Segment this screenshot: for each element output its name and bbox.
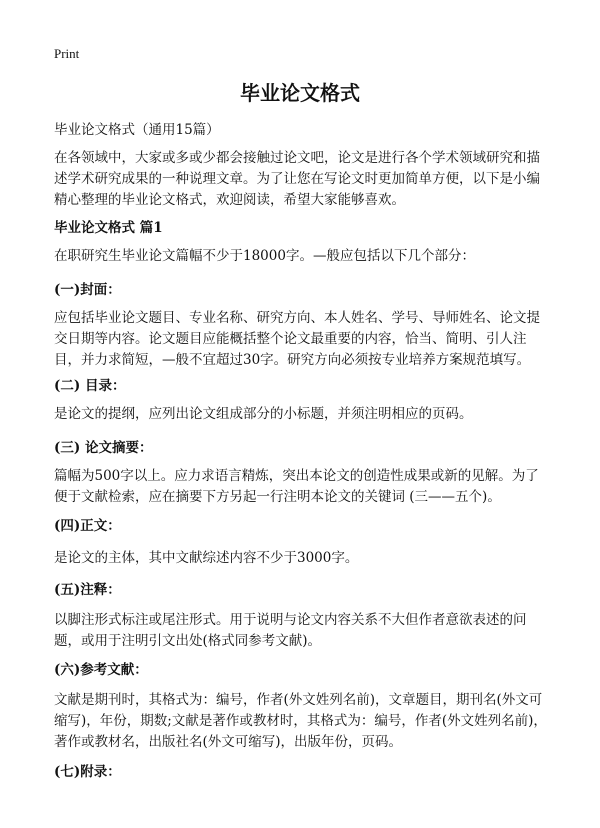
part1-heading: 毕业论文格式 篇1 bbox=[54, 220, 163, 236]
section-heading-notes: (五)注释： bbox=[54, 582, 121, 598]
part1-intro: 在职研究生毕业论文篇幅不少于18000字。—般应包括以下几个部分： bbox=[54, 248, 475, 264]
section-body-references: 文献是期刊时，其格式为：编号，作者(外文姓列名前)，文章题目，期刊名(外文可缩写)，年份，期数;文献是著作或教材时，其格式为：编号，作者(外文姓列名前)，著作或教材名，出版社名(外文可缩写)，出版年份，页码。 bbox=[54, 692, 547, 750]
intro-paragraph: 在各领域中，大家或多或少都会接触过论文吧，论文是进行各个学术领域研究和描述学术研究成果的一种说理文章。为了让您在写论文时更加简单方便，以下是小编精心整理的毕业论文格式，欢迎阅读，希望大家能够喜欢。 bbox=[54, 150, 540, 208]
page-title: 毕业论文格式 bbox=[240, 81, 360, 105]
subtitle: 毕业论文格式（通用15篇） bbox=[54, 122, 220, 138]
print-label: Print bbox=[54, 46, 80, 61]
section-body-toc: 是论文的提纲，应列出论文组成部分的小标题，并须注明相应的页码。 bbox=[54, 406, 473, 422]
section-body-cover: 应包括毕业论文题目、专业名称、研究方向、本人姓名、学号、导师姓名、论文提交日期等内容。论文题目应能概括整个论文最重要的内容，恰当、简明、引人注目，并力求简短，—般不宜超过30字。研究方向必须按专业培养方案规范填写。 bbox=[54, 310, 540, 368]
section-heading-appendix: (七)附录： bbox=[54, 764, 121, 780]
section-heading-cover: (一)封面： bbox=[54, 282, 121, 298]
section-heading-abstract: (三) 论文摘要： bbox=[54, 440, 153, 456]
section-body-notes: 以脚注形式标注或尾注形式。用于说明与论文内容关系不大但作者意欲表述的问题，或用于注明引文出处(格式同参考文献)。 bbox=[54, 612, 527, 649]
section-body-main-text: 是论文的主体，其中文献综述内容不少于3000字。 bbox=[54, 550, 359, 566]
section-heading-references: (六)参考文献： bbox=[54, 662, 148, 678]
section-heading-main-text: (四)正文： bbox=[54, 518, 121, 534]
section-heading-toc: (二) 目录： bbox=[54, 378, 126, 394]
section-body-abstract: 篇幅为500字以上。应力求语言精炼，突出本论文的创造性成果或新的见解。为了便于文献检索，应在摘要下方另起一行注明本论文的关键词 (三——五个)。 bbox=[54, 468, 539, 505]
